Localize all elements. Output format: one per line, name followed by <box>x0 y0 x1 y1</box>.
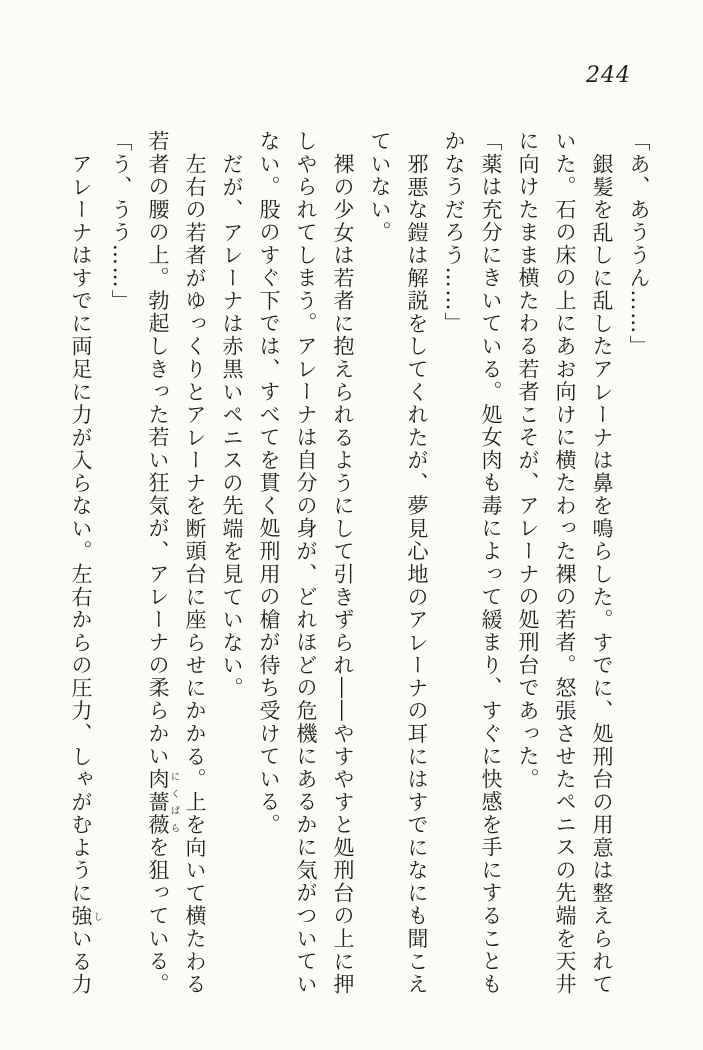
paragraph: アレーナはすでに両足に力が入らない。左右からの圧力、しゃがむように強しいる力 <box>69 153 103 996</box>
paragraph: 「う、うう……」 <box>109 130 133 313</box>
paragraph: 「薬は充分にきいている。処女肉も毒によって緩まり、すぐに快感を手にすることもかなうだろう……」 <box>442 130 503 996</box>
text-block <box>63 130 657 997</box>
page-number: 244 <box>586 63 631 88</box>
paragraph: 左右の若者がゆっくりとアレーナを断頭台に座らせにかかる。上を向いて横たわる若者の腰の上。勃起しきった若い狂気が、アレーナの柔らかい肉薔薇にくばらを狙っている。 <box>146 130 207 996</box>
paragraph: 邪悪な鎧は解説をしてくれたが、夢見心地のアレーナの耳にはすでになにも聞こえていない。 <box>368 130 429 996</box>
paragraph: 裸の少女は若者に抱えられるようにして引きずられ――やすやすと処刑台の上に押しやられてしまう。アレーナは自分の身が、どれほどの危機にあるかに気がついていない。股のすぐ下では、すべてを貫く処刑用の槍が待ち受けている。 <box>257 130 355 996</box>
paragraph: だが、アレーナは赤黒いペニスの先端を見ていない。 <box>220 153 244 700</box>
ruby-annotated-word: 強し <box>69 904 103 928</box>
paragraph: 「あ、あううん……」 <box>627 130 651 358</box>
paragraph: 銀髪を乱しに乱したアレーナは鼻を鳴らした。すでに、処刑台の用意は整えられていた。石の床の上にあお向けに横たわった裸の若者。怒張させたペニスの先端を天井に向けたまま横たわる若者こそが、アレーナの処刑台であった。 <box>516 130 614 996</box>
ruby-annotated-word: 肉薔薇にくばら <box>146 767 180 837</box>
